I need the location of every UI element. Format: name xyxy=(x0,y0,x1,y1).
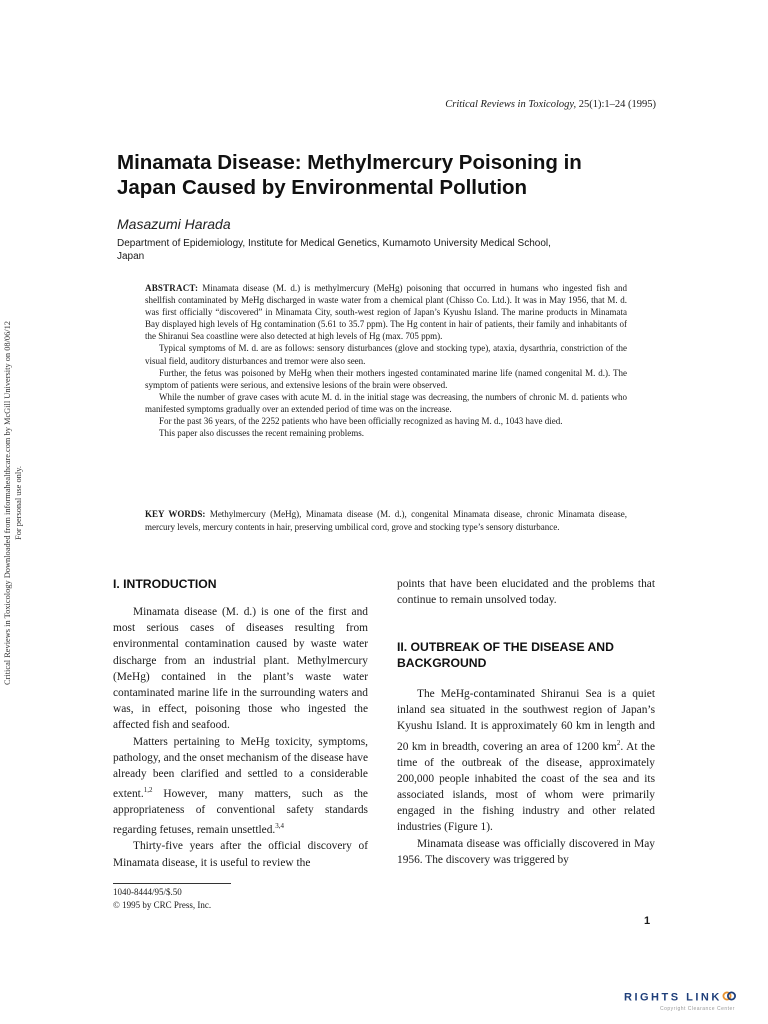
download-stamp-line-1: Critical Reviews in Toxicology Downloaded from informahealthcare.com by McGill University on 08/06/12 xyxy=(3,321,12,685)
copyright-line: © 1995 by CRC Press, Inc. xyxy=(113,899,212,910)
abstract-paragraph-1 xyxy=(145,282,627,342)
citation-1-2: 1,2 xyxy=(143,786,153,795)
intro-text-2b: However, many matters, such as the appropriateness of conventional safety standards regarding fetuses, remain unsettled. xyxy=(113,788,368,837)
title-line-2: Japan Caused by Environmental Pollution xyxy=(117,176,528,199)
abstract-paragraph-2: Typical symptoms of M. d. are as follows: sensory disturbances (glove and stocking type), ataxia, dysarthria, constriction of the visual field, auditory disturbances and tremor were also seen. xyxy=(145,343,627,366)
affiliation-line-2: Japan xyxy=(117,250,145,262)
abstract-paragraph-5: For the past 36 years, of the 2252 patients who have been officially recognized as having M. d., 1043 have died. xyxy=(159,416,563,427)
rightslink-chain-icon xyxy=(722,990,736,1005)
abstract-paragraph-6: This paper also discusses the recent remaining problems. xyxy=(159,428,364,439)
download-stamp xyxy=(2,288,24,718)
key-words-text: Methylmercury (MeHg), Minamata disease (M. d.), congenital Minamata disease, chronic Minamata disease, mercury levels, mercury contents in hair, preserving umbilical cord, grove and stocking type’s sensory disturbance. xyxy=(145,509,628,532)
abstract-paragraph-4: While the number of grave cases with acute M. d. in the initial stage was decreasing, the numbers of chronic M. d. patients who manifested symptoms gradually over an extended period of time was on the increase. xyxy=(145,391,627,414)
outbreak-text-1b: . At the time of the outbreak of the disease, approximately 200,000 people inhabited the coast of the sea and its associated islands, most of whom were primarily engaged in the fishing industry and other related industries (Figure 1). xyxy=(397,740,655,834)
journal-name: Critical Reviews in Toxicology, xyxy=(445,99,577,110)
logo-text-link: LINK xyxy=(686,991,722,1004)
intro-paragraph-2 xyxy=(113,734,368,839)
logo-text-rights: RIGHTS xyxy=(624,991,681,1004)
author-name: Masazumi Harada xyxy=(117,216,231,232)
right-column xyxy=(397,686,655,868)
outbreak-paragraph-2: Minamata disease was officially discovered in May 1956. The discovery was triggered by xyxy=(397,837,655,866)
copyright-footnote xyxy=(113,886,211,911)
intro-paragraph-1: Minamata disease (M. d.) is one of the first and most serious cases of diseases resulting from environmental contamination caused by waste water discharge from an industrial plant. Methylmercury (MeHg) contained in the plant’s waste water contaminated marine life in the surrounding waters and was, in effect, poisoning those who ingested the affected fish and seafood. xyxy=(113,606,368,732)
page-number: 1 xyxy=(644,915,651,927)
superscript-2: 2 xyxy=(616,738,621,747)
abstract-paragraph-3: Further, the fetus was poisoned by MeHg when their mothers ingested contaminated marine life (named congenital M. d.). The symptom of patients were serious, and extensive lesions of the brain were observed. xyxy=(145,367,627,390)
affiliation xyxy=(117,238,637,263)
intro-text-2a: Matters pertaining to MeHg toxicity, symptoms, pathology, and the onset mechanism of the disease have already been clarified and settled to a considerable extent. xyxy=(113,735,368,801)
download-stamp-line-2: For personal use only. xyxy=(14,466,23,540)
key-words xyxy=(145,508,627,533)
section-heading-introduction: I. INTRODUCTION xyxy=(113,577,217,591)
article-title xyxy=(117,150,657,200)
logo-tagline: Copyright Clearance Center xyxy=(660,1006,735,1012)
left-column xyxy=(113,604,368,871)
title-line-1: Minamata Disease: Methylmercury Poisoning in xyxy=(117,151,582,174)
intro-continuation: points that have been elucidated and the problems that continue to remain unsolved today. xyxy=(397,578,655,607)
affiliation-line-1: Department of Epidemiology, Institute for Medical Genetics, Kumamoto University Medical School, xyxy=(117,238,551,249)
abstract-label: ABSTRACT: xyxy=(145,283,199,293)
intro-paragraph-3: Thirty-five years after the official discovery of Minamata disease, it is useful to review the xyxy=(113,840,368,869)
footnote-divider xyxy=(113,883,231,884)
key-words-label: KEY WORDS: xyxy=(145,509,206,519)
abstract xyxy=(145,282,627,439)
outbreak-paragraph-1 xyxy=(397,686,655,836)
abstract-text-1: Minamata disease (M. d.) is methylmercury (MeHg) poisoning that occurred in humans who ingested fish and shellfish contaminated by MeHg discharged in waste water from a chemical plant (Chisso Co. Ltd.). It was in May 1956, that M. d. was first officially “discovered” in Minamata City, south-west region of Japan’s Kyushu Island. The marine products in Minamata Bay displayed high levels of Hg contamination (5.61 to 35.7 ppm). The Hg content in hair of patients, their family and inhabitants of the Shiranui Sea coastline were also detected at high levels of Hg (max. 705 ppm). xyxy=(145,283,627,342)
journal-citation xyxy=(445,99,656,110)
outbreak-text-1a: The MeHg-contaminated Shiranui Sea is a quiet inland sea situated in the southwest region of Japan’s Kyushu Island. It is approximately 60 km in length and 20 km in breadth, covering an area of 1200 km xyxy=(397,688,655,753)
issn-price: 1040-8444/95/$.50 xyxy=(113,887,182,897)
section-heading-outbreak: II. OUTBREAK OF THE DISEASE AND BACKGROUND xyxy=(397,640,614,670)
citation-3-4: 3,4 xyxy=(275,822,285,831)
rightslink-logo[interactable] xyxy=(624,990,736,1005)
journal-volume: 25(1):1–24 (1995) xyxy=(578,99,656,110)
